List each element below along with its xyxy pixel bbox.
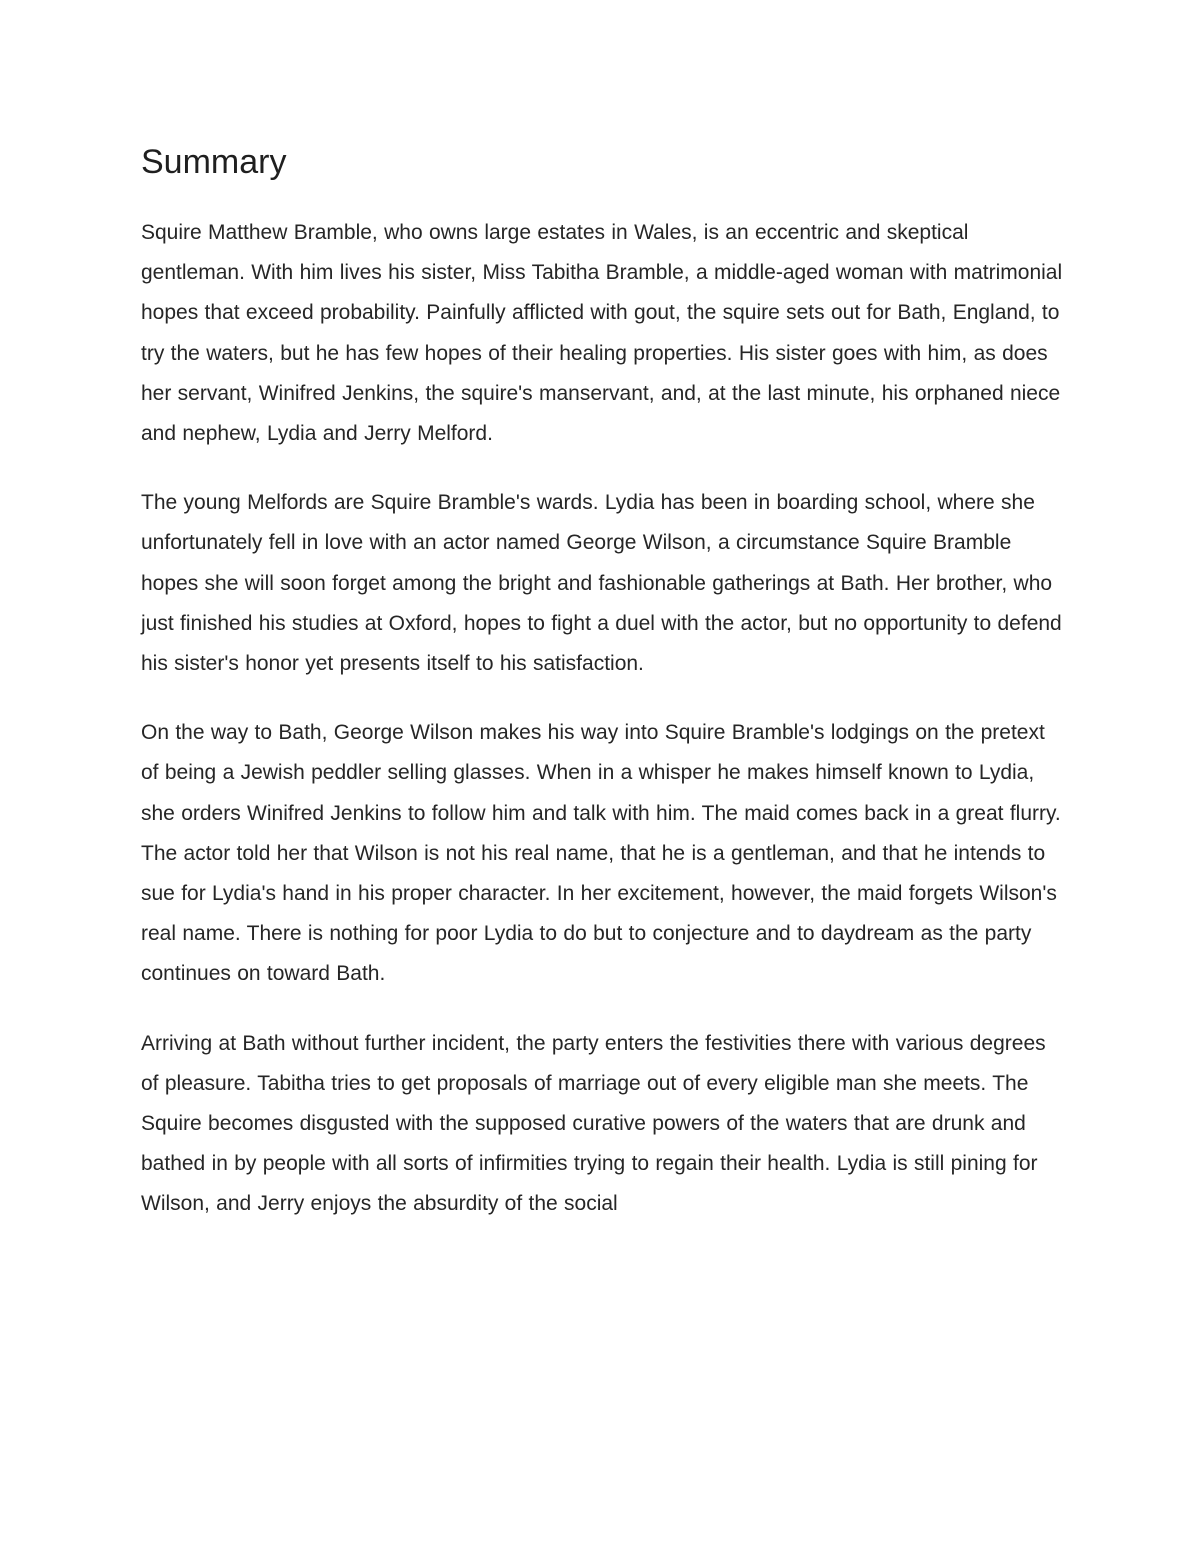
paragraph-2: The young Melfords are Squire Bramble's wards. Lydia has been in boarding school, where she unfortunately fell in love with an actor named George Wilson, a circumstance Squire Bramble hopes she will soon forget among the bright and fashionable gatherings at Bath. Her brother, who just finished his studies at Oxford, hopes to fight a duel with the actor, but no opportunity to defend his sister's honor yet presents itself to his satisfaction. <box>141 491 1062 676</box>
page-title: Summary <box>141 143 287 181</box>
document-page <box>141 138 1066 1254</box>
paragraph-4: Arriving at Bath without further incident, the party enters the festivities there with various degrees of pleasure. Tabitha tries to get proposals of marriage out of every eligible man she meets. The Squire becomes disgusted with the supposed curative powers of the waters that are drunk and bathed in by people with all sorts of infirmities trying to regain their health. Lydia is still pining for Wilson, and Jerry enjoys the absurdity of the social <box>141 1031 1046 1216</box>
paragraph-1: Squire Matthew Bramble, who owns large estates in Wales, is an eccentric and skeptical gentleman. With him lives his sister, Miss Tabitha Bramble, a middle-aged woman with matrimonial hopes that exceed probability. Painfully afflicted with gout, the squire sets out for Bath, England, to try the waters, but he has few hopes of their healing properties. His sister goes with him, as does her servant, Winifred Jenkins, the squire's manservant, and, at the last minute, his orphaned niece and nephew, Lydia and Jerry Melford. <box>141 221 1063 446</box>
paragraph-3: On the way to Bath, George Wilson makes his way into Squire Bramble's lodgings on the pretext of being a Jewish peddler selling glasses. When in a whisper he makes himself known to Lydia, she orders Winifred Jenkins to follow him and talk with him. The maid comes back in a great flurry. The actor told her that Wilson is not his real name, that he is a gentleman, and that he intends to sue for Lydia's hand in his proper character. In her excitement, however, the maid forgets Wilson's real name. There is nothing for poor Lydia to do but to conjecture and to daydream as the party continues on toward Bath. <box>141 721 1061 986</box>
